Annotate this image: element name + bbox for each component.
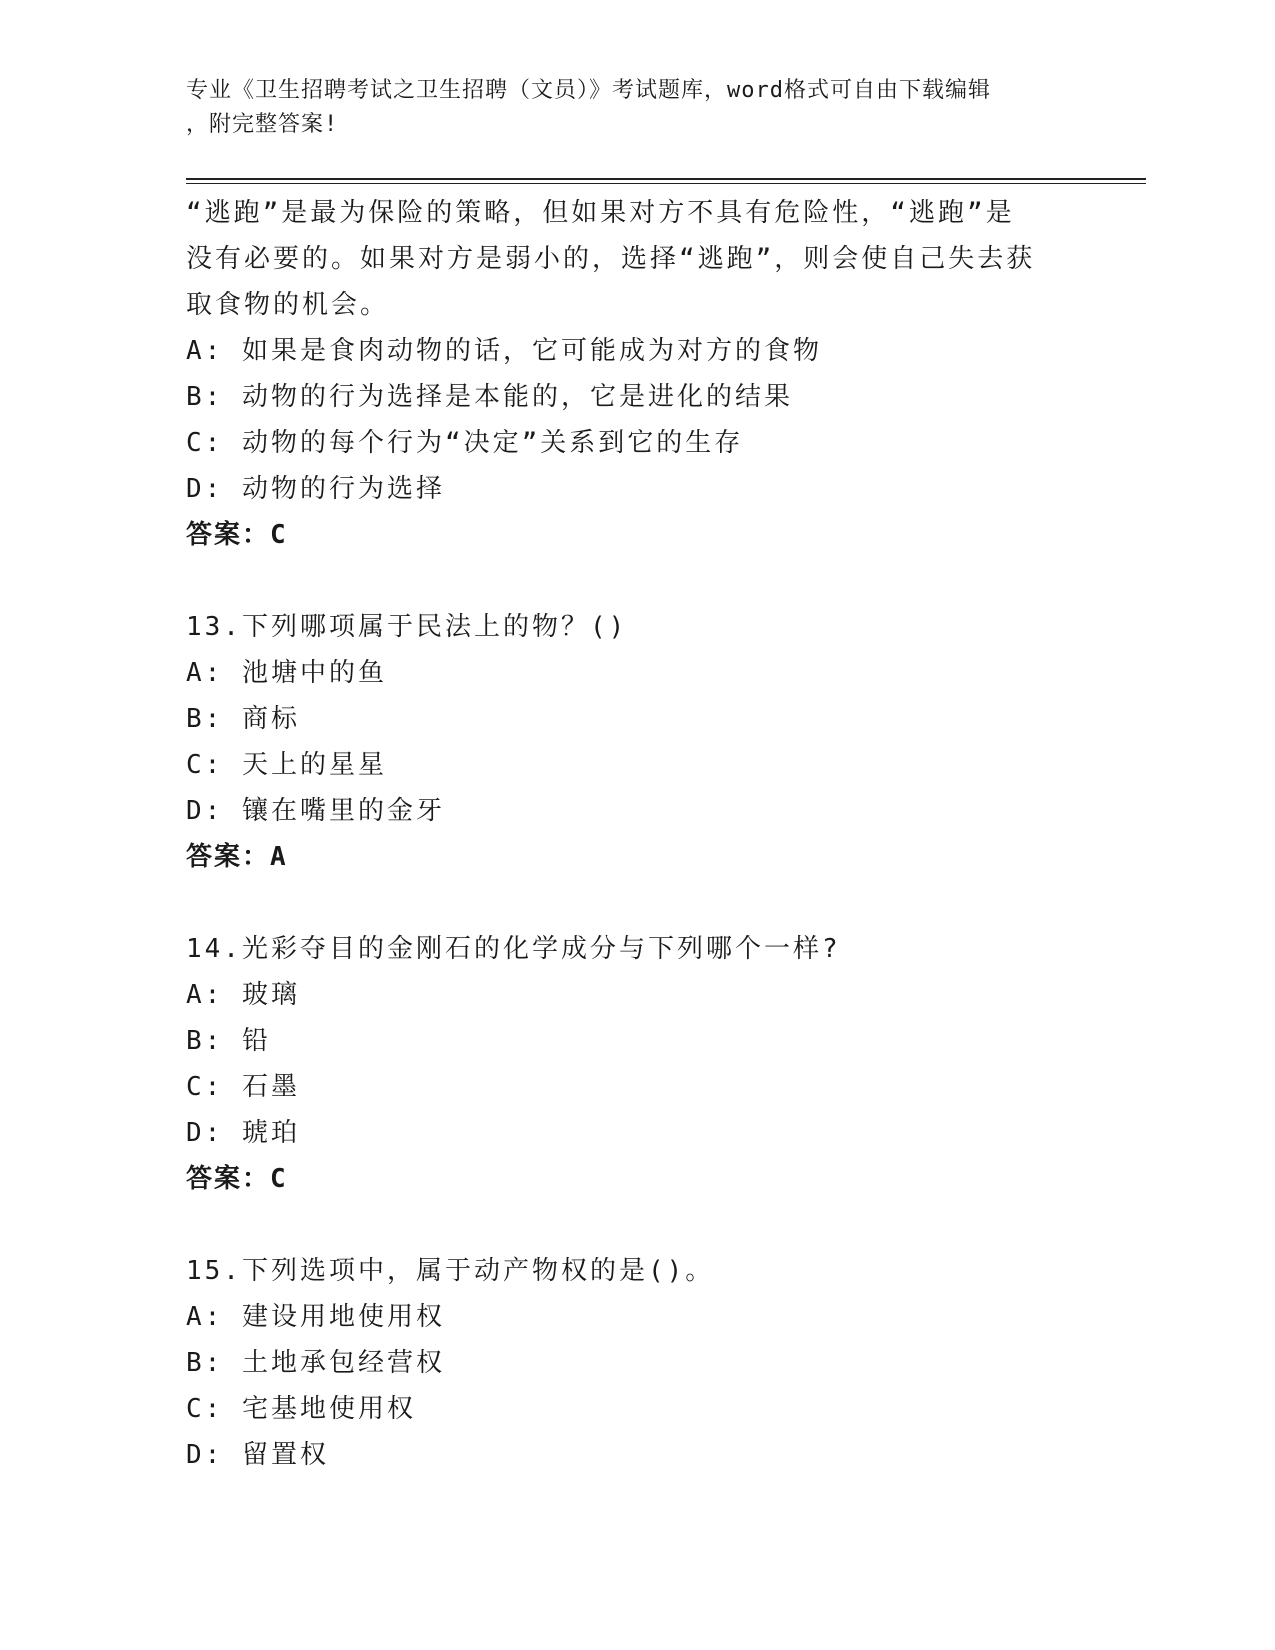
answer-label: 答案：C bbox=[186, 1164, 288, 1194]
option-a: A: 池塘中的鱼 bbox=[186, 658, 387, 688]
option-d: D: 动物的行为选择 bbox=[186, 474, 445, 504]
header-line-2: ，附完整答案! bbox=[186, 112, 339, 137]
question-14-stem: 14.光彩夺目的金刚石的化学成分与下列哪个一样? bbox=[186, 934, 841, 964]
continuation-line: 取食物的机会。 bbox=[186, 290, 390, 320]
option-c: C: 动物的每个行为“决定”关系到它的生存 bbox=[186, 428, 744, 458]
question-content bbox=[186, 190, 1146, 1478]
continuation-line: 没有必要的。如果对方是弱小的，选择“逃跑”，则会使自己失去获 bbox=[186, 244, 1036, 274]
answer-label: 答案：A bbox=[186, 842, 288, 872]
header-line-1: 专业《卫生招聘考试之卫生招聘（文员）》考试题库，word格式可自由下载编辑 bbox=[186, 78, 991, 103]
option-b: B: 铅 bbox=[186, 1026, 271, 1056]
option-d: D: 留置权 bbox=[186, 1440, 329, 1470]
option-a: A: 建设用地使用权 bbox=[186, 1302, 445, 1332]
option-b: B: 土地承包经营权 bbox=[186, 1348, 445, 1378]
option-d: D: 琥珀 bbox=[186, 1118, 300, 1148]
option-d: D: 镶在嘴里的金牙 bbox=[186, 796, 445, 826]
document-header bbox=[186, 74, 1086, 142]
option-a: A: 玻璃 bbox=[186, 980, 300, 1010]
option-c: C: 天上的星星 bbox=[186, 750, 387, 780]
option-c: C: 石墨 bbox=[186, 1072, 300, 1102]
option-c: C: 宅基地使用权 bbox=[186, 1394, 416, 1424]
header-divider bbox=[186, 178, 1146, 184]
question-15-stem: 15.下列选项中，属于动产物权的是()。 bbox=[186, 1256, 715, 1286]
question-13-stem: 13.下列哪项属于民法上的物？() bbox=[186, 612, 628, 642]
answer-label: 答案：C bbox=[186, 520, 288, 550]
option-b: B: 动物的行为选择是本能的，它是进化的结果 bbox=[186, 382, 793, 412]
continuation-line: “逃跑”是最为保险的策略，但如果对方不具有危险性，“逃跑”是 bbox=[186, 198, 1015, 228]
option-a: A: 如果是食肉动物的话，它可能成为对方的食物 bbox=[186, 336, 822, 366]
option-b: B: 商标 bbox=[186, 704, 300, 734]
